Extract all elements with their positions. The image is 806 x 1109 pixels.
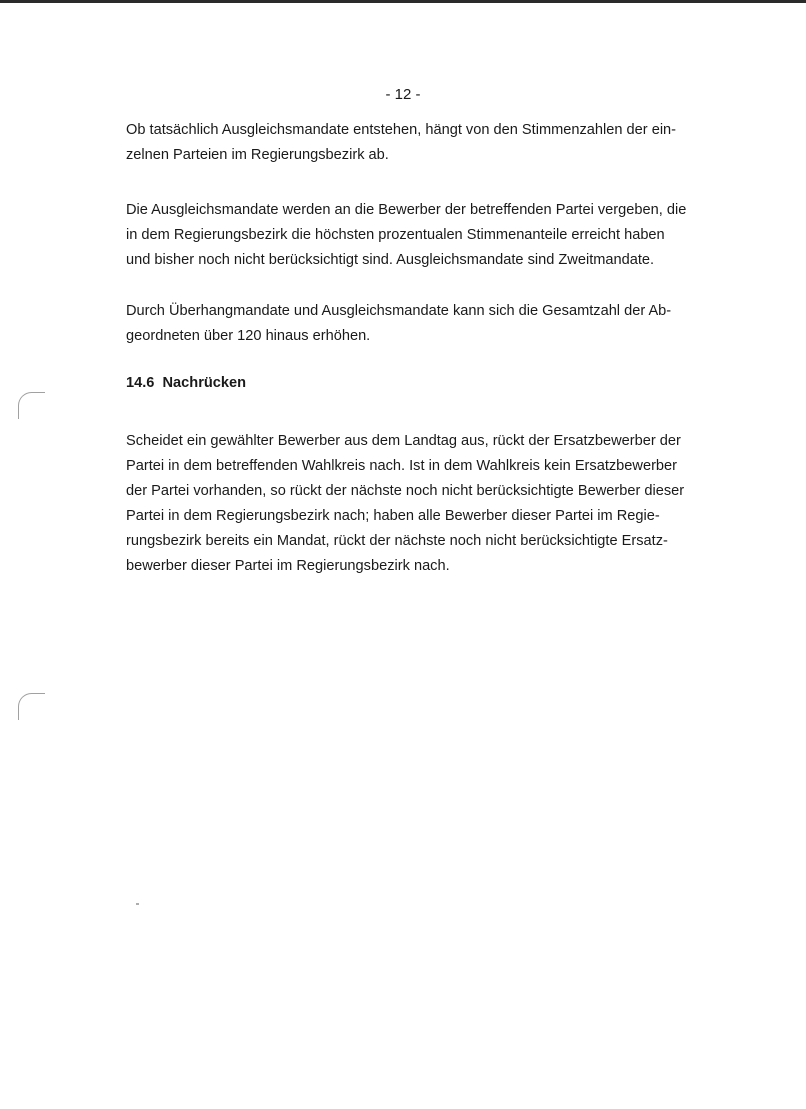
paragraph-ausgleichsmandate-vergabe [126,198,716,273]
paragraph-nachruecken [126,429,716,579]
scan-speck [136,903,139,905]
paragraph-line: und bisher noch nicht berücksichtigt sind. Ausgleichsmandate sind Zweitmandate. [126,252,655,268]
paragraph-line: Scheidet ein gewählter Bewerber aus dem Landtag aus, rückt der Ersatzbewerber der [126,433,681,449]
paragraph-line: der Partei vorhanden, so rückt der nächste noch nicht berücksichtigte Bewerber dieser [126,483,685,499]
paragraph-gesamtzahl [126,299,716,349]
punch-hole-mark-upper [18,392,45,419]
section-heading-nachruecken: 14.6 Nachrücken [126,375,247,391]
punch-hole-mark-lower [18,693,45,720]
paragraph-line: Die Ausgleichsmandate werden an die Bewerber der betreffenden Partei vergeben, die [126,202,687,218]
paragraph-line: in dem Regierungsbezirk die höchsten prozentualen Stimmenanteile erreicht haben [126,227,665,243]
paragraph-line: geordneten über 120 hinaus erhöhen. [126,328,371,344]
page-number: - 12 - [385,86,421,103]
paragraph-line: Partei in dem betreffenden Wahlkreis nach. Ist in dem Wahlkreis kein Ersatzbewerber [126,458,678,474]
paragraph-line: Durch Überhangmandate und Ausgleichsmandate kann sich die Gesamtzahl der Ab- [126,303,672,319]
paragraph-line: Ob tatsächlich Ausgleichsmandate entstehen, hängt von den Stimmenzahlen der ein- [126,122,677,138]
paragraph-ausgleichsmandate-entstehen [126,118,716,168]
paragraph-line: bewerber dieser Partei im Regierungsbezirk nach. [126,558,450,574]
paragraph-line: rungsbezirk bereits ein Mandat, rückt der nächste noch nicht berücksichtigte Ersatz- [126,533,668,549]
paragraph-line: zelnen Parteien im Regierungsbezirk ab. [126,147,389,163]
scan-top-edge [0,0,806,3]
paragraph-line: Partei in dem Regierungsbezirk nach; haben alle Bewerber dieser Partei im Regie- [126,508,660,524]
